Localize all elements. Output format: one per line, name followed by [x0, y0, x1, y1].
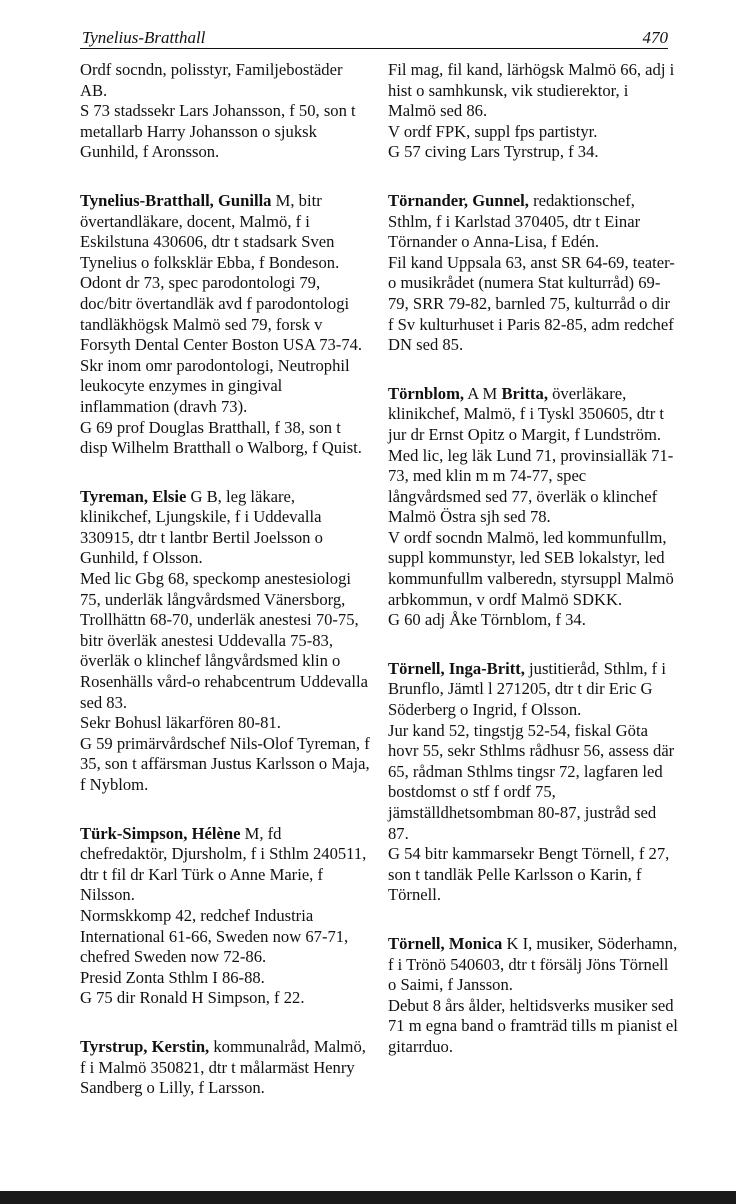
- page-number: 470: [642, 28, 668, 47]
- person-name: Törnell, Inga-Britt,: [388, 658, 525, 678]
- person-name: Tyrstrup, Kerstin,: [80, 1036, 210, 1056]
- entry-paragraph: Normskkomp 42, redchef Industria International 61-66, Sweden now 67-71, chefred Sweden now 72-86.: [80, 905, 349, 967]
- entry-paragraph: Jur kand 52, tingstjg 52-54, fiskal Göta hovr 55, sekr Sthlms rådhusr 56, assess där 65, rådman Sthlms tingsr 72, lagfaren led bostdomst o stf f ordf 75, jämställdhetsombman 80-87, justråd sed 87.: [388, 720, 675, 843]
- entry-paragraph: Fil kand Uppsala 63, anst SR 64-69, teater- o musikrådet (numera Stat kulturråd) 69-79, SRR 79-82, barnled 75, kulturråd o dir f Sv kulturhuset i Paris 82-85, adm redchef DN sed 85.: [388, 252, 675, 355]
- entry-heading: [80, 824, 370, 906]
- biography-entry: [388, 659, 678, 906]
- entry-heading: [388, 934, 678, 996]
- person-name: Törnell, Monica: [388, 933, 503, 953]
- person-name: Tyreman, Elsie: [80, 486, 187, 506]
- entry-paragraph: Med lic, leg läk Lund 71, provinsialläk 71-73, med klin m m 74-77, spec långvårdsmed sed 77, överläk o klinchef Malmö Östra sjh sed 78.: [388, 445, 674, 527]
- entry-paragraph: S 73 stadssekr Lars Johansson, f 50, son t metallarb Harry Johansson o sjuksk Gunhild, f Aronsson.: [80, 101, 356, 162]
- entry-intro: redaktionschef, Sthlm, f i Karlstad 370405, dtr t Einar Törnander o Anna-Lisa, f Edén.: [388, 190, 641, 252]
- person-name: Tynelius-Bratthall, Gunilla: [80, 190, 272, 210]
- entry-paragraph: G 60 adj Åke Törnblom, f 34.: [388, 610, 586, 630]
- entry-intro: K I, musiker, Söderhamn, f i Trönö 540603, dtr t försälj Jöns Törnell o Saimi, f Jansson.: [388, 933, 678, 995]
- running-header: [80, 26, 668, 49]
- running-title: Tynelius-Bratthall: [82, 28, 206, 47]
- entry-paragraph: G 75 dir Ronald H Simpson, f 22.: [80, 988, 305, 1008]
- entry-paragraph: G 54 bitr kammarsekr Bengt Törnell, f 27, son t tandläk Pelle Karlsson o Karin, f Törnell.: [388, 844, 670, 905]
- biography-entry: [388, 191, 678, 356]
- entry-paragraph: Ordf socndn, polisstyr, Familjebostäder AB.: [80, 60, 343, 100]
- entry-paragraph: G 69 prof Douglas Bratthall, f 38, son t disp Wilhelm Bratthall o Walborg, f Quist.: [80, 417, 362, 458]
- entry-paragraph: V ordf FPK, suppl fps partistyr.: [388, 121, 598, 141]
- entry-paragraph: V ordf socndn Malmö, led kommunfullm, suppl kommunstyr, led SEB lokalstyr, led kommunfullm valberedn, styrsuppl Malmö arbkommun, v ordf Malmö SDKK.: [388, 527, 674, 609]
- entry-intro: M, bitr övertandläkare, docent, Malmö, f i Eskilstuna 430606, dtr t stadsark Sven Tynelius o folksklär Ebba, f Bondeson.: [80, 190, 340, 272]
- biography-entry: [80, 60, 370, 163]
- entry-heading: [80, 1037, 370, 1099]
- entry-paragraph: G 59 primärvårdschef Nils-Olof Tyreman, f 35, son t affärsman Justus Karlsson o Maja, f Nyblom.: [80, 733, 370, 794]
- entry-intro-cont: överläkare, klinikchef, Malmö, f i Tyskl 350605, dtr t jur dr Ernst Opitz o Margit, f Lundström.: [388, 383, 664, 444]
- entry-intro: justitieråd, Sthlm, f i Brunflo, Jämtl l 271205, dtr t dir Eric G Söderberg o Ingrid, f Olsson.: [388, 658, 666, 720]
- entry-paragraph: Med lic Gbg 68, speckomp anestesiologi 75, underläk långvårdsmed Vänersborg, Trollhättn 68-70, underläk anestesi 70-75, bitr överläk anestesi Uddevalla 75-83, överläk o klinchef långvårdsmed klin o Rosenhälls vård-o rehabcentrum Uddevalla sed 83.: [80, 569, 368, 712]
- left-column: [80, 60, 370, 1127]
- person-name: Törnblom,: [388, 383, 465, 403]
- entry-intro: G B, leg läkare, klinikchef, Ljungskile, f i Uddevalla 330915, dtr t lantbr Bertil Joelsson o Gunhild, f Olsson.: [80, 486, 323, 568]
- person-name: Törnander, Gunnel,: [388, 190, 529, 210]
- entry-heading: [80, 487, 370, 569]
- biography-entry: [80, 191, 370, 459]
- entry-heading: [388, 191, 678, 253]
- entry-intro: M, fd chefredaktör, Djursholm, f i Sthlm 240511, dtr t fil dr Karl Türk o Anne Marie, f Nilsson.: [80, 823, 367, 905]
- entry-paragraph: Odont dr 73, spec parodontologi 79, doc/bitr övertandläk avd f parodontologi tandläkhögsk Malmö sed 79, forsk v Forsyth Dental Center Boston USA 73-74.: [80, 273, 363, 355]
- entry-paragraph: Sekr Bohusl läkarfören 80-81.: [80, 713, 281, 733]
- person-name: Türk-Simpson, Hélène: [80, 823, 241, 843]
- entry-heading: [80, 191, 370, 273]
- entry-heading: [388, 659, 678, 721]
- entry-paragraph: G 57 civing Lars Tyrstrup, f 34.: [388, 142, 599, 162]
- entry-paragraph: Presid Zonta Sthlm I 86-88.: [80, 967, 265, 987]
- biography-entry: [388, 384, 678, 631]
- biography-entry: [80, 824, 370, 1009]
- right-column: [388, 60, 678, 1086]
- entry-heading: [388, 384, 678, 446]
- person-name-given: Britta,: [501, 383, 548, 403]
- entry-intro: A M: [464, 383, 502, 403]
- entry-paragraph: Fil mag, fil kand, lärhögsk Malmö 66, adj i hist o samhkunsk, vik studierektor, i Malmö sed 86.: [388, 60, 675, 121]
- biography-entry: [80, 1037, 370, 1099]
- entry-intro: kommunalråd, Malmö, f i Malmö 350821, dtr t målarmäst Henry Sandberg o Lilly, f Larsson.: [80, 1036, 366, 1098]
- biography-entry: [388, 60, 678, 163]
- biography-entry: [80, 487, 370, 796]
- biography-entry: [388, 934, 678, 1058]
- bottom-edge-bar: [0, 1191, 736, 1204]
- entry-paragraph: Debut 8 års ålder, heltidsverks musiker sed 71 m egna band o framträd tills m pianist el gitarrduo.: [388, 995, 678, 1056]
- entry-paragraph: Skr inom omr parodontologi, Neutrophil leukocyte enzymes in gingival inflammation (dravh 73).: [80, 355, 350, 416]
